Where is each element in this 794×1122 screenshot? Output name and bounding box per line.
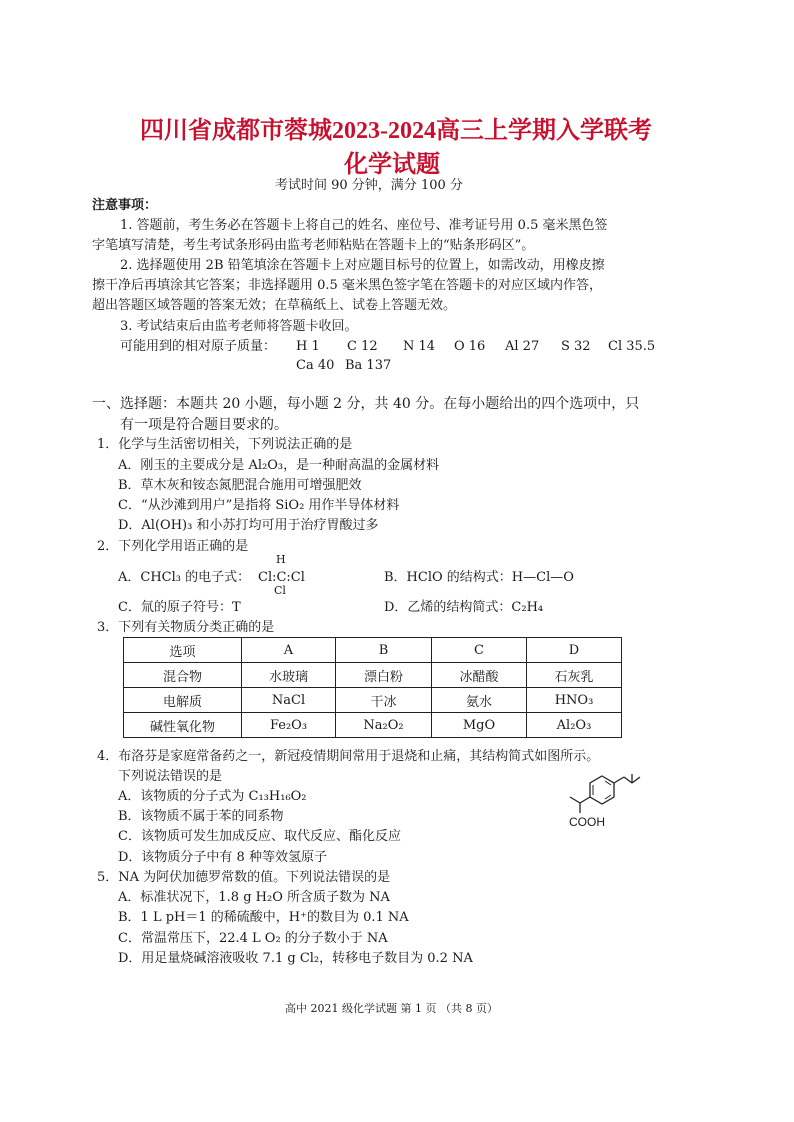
- atomic-mass-label: 可能用到的相对原子质量：: [120, 339, 277, 354]
- q2-option-d: D．乙烯的结构简式：C₂H₄: [384, 600, 544, 615]
- q4-option-b: B．该物质不属于苯的同系物: [118, 809, 284, 824]
- atomic-mass-c: C 12: [347, 339, 378, 354]
- q4-stem-line1: 4．布洛芬是家庭常备药之一，新冠疫情期间常用于退烧和止痛，其结构简式如图所示。: [97, 749, 600, 764]
- q4-option-d: D．该物质分子中有 8 种等效氢原子: [118, 850, 327, 865]
- atomic-mass-n: N 14: [403, 339, 436, 354]
- q1-option-b: B．草木灰和铵态氮肥混合施用可增强肥效: [118, 478, 362, 493]
- q4-stem-line2: 下列说法错误的是: [118, 769, 223, 784]
- q3-stem: 3．下列有关物质分类正确的是: [97, 620, 275, 635]
- atomic-mass-s: S 32: [561, 339, 591, 354]
- table-row: [124, 663, 622, 688]
- table-cell: 石灰乳: [527, 663, 622, 688]
- table-cell: Fe₂O₃: [242, 713, 336, 738]
- table-cell: Al₂O₃: [527, 713, 622, 738]
- table-cell: 干冰: [336, 688, 432, 713]
- notice-heading: 注意事项：: [92, 198, 158, 213]
- page-footer: 高中 2021 级化学试题 第 1 页 （共 8 页）: [285, 1002, 498, 1015]
- q2-electron-formula-mid: Cl:C:Cl: [258, 570, 305, 585]
- exam-info: 考试时间 90 分钟，满分 100 分: [275, 178, 463, 193]
- notice-item2-line3: 超出答题区域答题的答案无效；在草稿纸上、试卷上答题无效。: [92, 298, 457, 313]
- exam-title: 四川省成都市蓉城2023-2024高三上学期入学联考: [140, 118, 652, 144]
- table-cell: C: [432, 638, 527, 663]
- table-cell: 选项: [124, 638, 242, 663]
- exam-subject-title: 化学试题: [344, 152, 440, 178]
- q2-stem: 2．下列化学用语正确的是: [97, 539, 249, 554]
- q1-option-c: C．“从沙滩到用户”是指将 SiO₂ 用作半导体材料: [118, 498, 400, 513]
- table-cell: Na₂O₂: [336, 713, 432, 738]
- notice-item3: 3. 考试结束后由监考老师将答题卡收回。: [120, 319, 358, 334]
- table-row: [124, 688, 622, 713]
- q5-stem: 5．NA 为阿伏加德罗常数的值。下列说法错误的是: [97, 870, 391, 885]
- notice-item2-line1: 2. 选择题使用 2B 铅笔填涂在答题卡上对应题目标号的位置上，如需改动，用橡皮擦: [120, 258, 605, 273]
- q1-stem: 1．化学与生活密切相关，下列说法正确的是: [97, 437, 353, 452]
- table-cell: 漂白粉: [336, 663, 432, 688]
- table-cell: 氨水: [432, 688, 527, 713]
- q4-option-a: A．该物质的分子式为 C₁₃H₁₆O₂: [118, 789, 307, 804]
- atomic-mass-ba: Ba 137: [345, 358, 392, 373]
- q2-option-c: C．氚的原子符号：T: [118, 600, 241, 615]
- atomic-mass-h: H 1: [296, 339, 320, 354]
- ibuprofen-cooh-label: COOH: [569, 815, 605, 829]
- table-cell: 电解质: [124, 688, 242, 713]
- q2-option-b: B．HClO 的结构式：H—Cl—O: [384, 570, 574, 585]
- notice-item1-line1: 1. 答题前，考生务必在答题卡上将自己的姓名、座位号、准考证号用 0.5 毫米黑色签: [120, 218, 608, 233]
- q5-option-a: A．标准状况下，1.8 g H₂O 所含质子数为 NA: [118, 890, 390, 905]
- table-row: [124, 638, 622, 663]
- q5-option-d: D．用足量烧碱溶液吸收 7.1 g Cl₂，转移电子数目为 0.2 NA: [118, 951, 473, 966]
- atomic-mass-al: Al 27: [505, 339, 540, 354]
- table-cell: NaCl: [242, 688, 336, 713]
- notice-item2-line2: 擦干净后再填涂其它答案；非选择题用 0.5 毫米黑色签字笔在答题卡的对应区域内作答，: [92, 278, 602, 293]
- table-cell: D: [527, 638, 622, 663]
- table-cell: 冰醋酸: [432, 663, 527, 688]
- section1-heading-line1: 一、选择题：本题共 20 小题，每小题 2 分，共 40 分。在每小题给出的四个选项中，只: [92, 396, 640, 412]
- section1-heading-line2: 有一项是符合题目要求的。: [120, 417, 288, 433]
- table-cell: B: [336, 638, 432, 663]
- atomic-mass-ca: Ca 40: [296, 358, 335, 373]
- q5-option-c: C．常温常压下，22.4 L O₂ 的分子数小于 NA: [118, 931, 388, 946]
- table-cell: A: [242, 638, 336, 663]
- q2-electron-formula-top: H: [276, 553, 286, 566]
- table-cell: MgO: [432, 713, 527, 738]
- q4-option-c: C．该物质可发生加成反应、取代反应、酯化反应: [118, 829, 401, 844]
- table-cell: 碱性氧化物: [124, 713, 242, 738]
- atomic-mass-o: O 16: [454, 339, 486, 354]
- q2-electron-formula-bot: Cl: [274, 584, 286, 597]
- table-cell: 混合物: [124, 663, 242, 688]
- classification-table: [123, 637, 622, 738]
- notice-item1-line2: 字笔填写清楚，考生考试条形码由监考老师粘贴在答题卡上的“贴条形码区”。: [92, 238, 535, 253]
- atomic-mass-cl: Cl 35.5: [608, 339, 656, 354]
- q1-option-a: A．刚玉的主要成分是 Al₂O₃，是一种耐高温的金属材料: [118, 458, 440, 473]
- q2-option-a-label: A．CHCl₃ 的电子式：: [118, 570, 251, 585]
- q5-option-b: B．1 L pH＝1 的稀硫酸中，H⁺的数目为 0.1 NA: [118, 910, 409, 925]
- table-row: [124, 713, 622, 738]
- table-cell: HNO₃: [527, 688, 622, 713]
- q1-option-d: D．Al(OH)₃ 和小苏打均可用于治疗胃酸过多: [118, 518, 379, 533]
- table-cell: 水玻璃: [242, 663, 336, 688]
